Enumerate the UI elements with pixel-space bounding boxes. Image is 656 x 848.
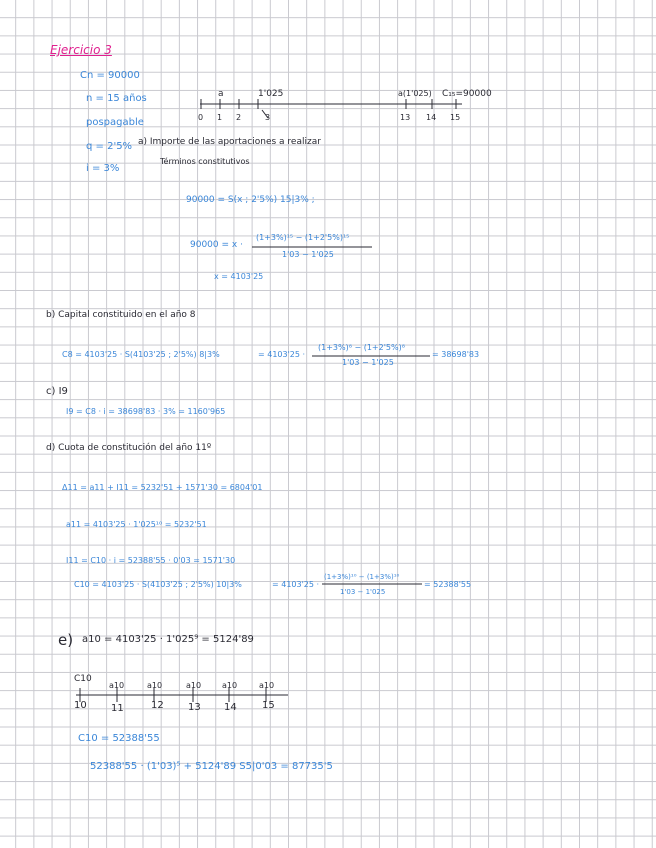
part-d-eq4-den: 1'03 − 1'025 (340, 588, 386, 596)
part-d-eq4-num: (1+3%)¹⁰ − (1+3%)¹⁰ (324, 573, 400, 581)
part-a-eq2-num: (1+3%)¹⁵ − (1+2'5%)¹⁵ (256, 233, 350, 242)
timeline1-tick-15: 15 (450, 113, 461, 122)
timeline2-tick-15: 15 (262, 700, 275, 711)
part-d-eq4-result: = 52388'55 (424, 580, 472, 589)
timeline2-label-3: a10 (186, 681, 202, 690)
part-a-result: x = 4103'25 (214, 272, 264, 281)
timeline1-tick-0: 0 (198, 113, 204, 122)
given-n: n = 15 años (86, 93, 147, 104)
part-c-eq: I9 = C8 · i = 38698'83 · 3% = 1160'965 (66, 407, 226, 416)
part-a-subheading: Términos constitutivos (160, 157, 250, 166)
part-d-eq4-mid: = 4103'25 · (272, 580, 320, 589)
part-b-eq-left: C8 = 4103'25 · S(4103'25 ; 2'5%) 8|3% (62, 350, 220, 359)
part-d-eq1: Δ11 = a11 + I11 = 5232'51 + 1571'30 = 6804'01 (62, 483, 263, 492)
timeline2-label-4: a10 (222, 681, 238, 690)
timeline1-label-final: C₁₅=90000 (442, 89, 492, 99)
exercise-title: Ejercicio 3 (50, 43, 112, 57)
timeline1-tick-1: 1 (217, 113, 223, 122)
timeline2-label-5: a10 (259, 681, 275, 690)
timeline1-label-a: a (218, 89, 224, 99)
part-b-eq-mid: = 4103'25 · (258, 350, 306, 359)
part-b-eq-result: = 38698'83 (432, 350, 480, 359)
timeline2-start: C10 (74, 674, 92, 684)
given-cn: Cn = 90000 (80, 70, 140, 81)
timeline1-tick-14: 14 (426, 113, 437, 122)
timeline1-label-rate: 1'025 (258, 89, 284, 99)
timeline2-label-2: a10 (147, 681, 163, 690)
timeline1-label-end-rate: a(1'025) (398, 89, 432, 98)
timeline1-tick-2: 2 (236, 113, 242, 122)
part-d-eq2: a11 = 4103'25 · 1'025¹⁰ = 5232'51 (66, 520, 207, 529)
part-a-eq1: 90000 = S(x ; 2'5%) 15|3% ; (186, 195, 315, 205)
part-e-eq: a10 = 4103'25 · 1'025⁹ = 5124'89 (82, 634, 254, 645)
timeline2-tick-14: 14 (224, 702, 237, 713)
part-e-final-eq: 52388'55 · (1'03)⁵ + 5124'89 S5|0'03 = 87735'5 (90, 761, 333, 772)
given-q: q = 2'5% (86, 141, 133, 152)
part-a-eq2-den: 1'03 − 1'025 (282, 250, 334, 259)
timeline2-tick-13: 13 (188, 702, 201, 713)
timeline2-label-1: a10 (109, 681, 125, 690)
part-b-eq-num: (1+3%)⁸ − (1+2'5%)⁸ (318, 343, 405, 352)
part-b-eq-den: 1'03 − 1'025 (342, 358, 394, 367)
part-d-heading: d) Cuota de constitución del año 11º (46, 443, 212, 453)
part-e-c10: C10 = 52388'55 (78, 733, 160, 744)
timeline2-tick-11: 11 (111, 703, 124, 714)
part-c-heading: c) I9 (46, 386, 68, 397)
timeline2-tick-12: 12 (151, 700, 164, 711)
timeline1-tick-13: 13 (400, 113, 411, 122)
timeline2-tick-10: 10 (74, 700, 87, 711)
part-a-eq2-left: 90000 = x · (190, 240, 243, 250)
part-a-heading: a) Importe de las aportaciones a realizar (138, 137, 321, 147)
timeline1-tick-3: 3 (265, 113, 271, 122)
given-i: i = 3% (86, 163, 120, 174)
given-pospagable: pospagable (86, 117, 144, 128)
part-d-eq4-left: C10 = 4103'25 · S(4103'25 ; 2'5%) 10|3% (74, 580, 242, 589)
part-b-heading: b) Capital constituido en el año 8 (46, 310, 196, 320)
part-e-heading: e) (58, 631, 74, 649)
part-d-eq3: I11 = C10 · i = 52388'55 · 0'03 = 1571'30 (66, 556, 236, 565)
